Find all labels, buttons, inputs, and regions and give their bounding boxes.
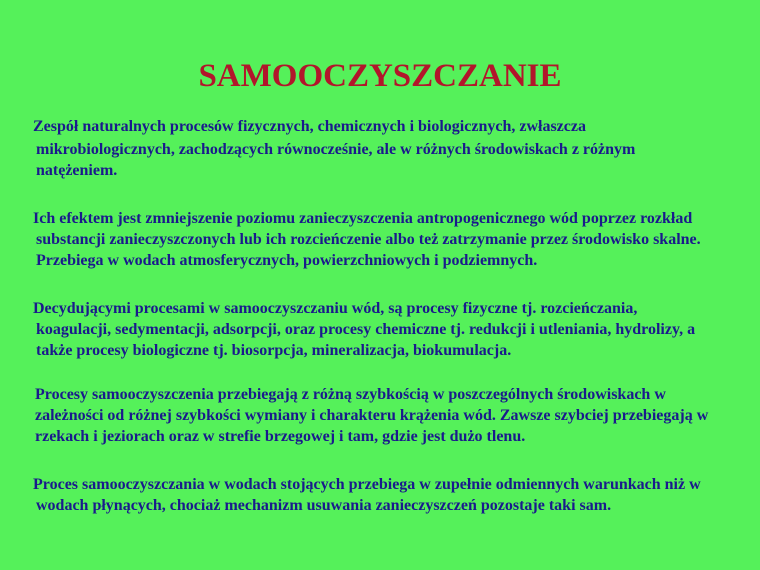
paragraph-line: wodach płynących, chociaż mechanizm usuwania zanieczyszczeń pozostaje taki sam. [36,497,612,514]
paragraph-line: rzekach i jeziorach oraz w strefie brzegowej i tam, gdzie jest dużo tlenu. [35,428,526,445]
slide-title: SAMOOCZYSZCZANIE [198,58,562,94]
paragraph-line: Decydującymi procesami w samooczyszczaniu wód, są procesy fizyczne tj. rozcieńczania, [33,300,638,317]
paragraph-line: Przebiega w wodach atmosferycznych, powierzchniowych i podziemnych. [36,252,538,269]
paragraph-standing-water [33,474,701,516]
paragraph-rate [35,384,708,447]
paragraph-line: Zespół naturalnych procesów fizycznych, chemicznych i biologicznych, zwłaszcza [33,118,586,135]
paragraph-processes [33,298,695,361]
paragraph-line: Ich efektem jest zmniejszenie poziomu zanieczyszczenia antropogenicznego wód poprzez rozkład [33,210,693,227]
paragraph-line: także procesy biologiczne tj. biosorpcja, mineralizacja, biokumulacja. [36,342,512,359]
paragraph-line: substancji zanieczyszczonych lub ich rozcieńczenie albo też zatrzymanie przez środowisko skalne. [36,231,701,248]
paragraph-line: koagulacji, sedymentacji, adsorpcji, oraz procesy chemiczne tj. redukcji i utleniania, hydrolizy, a [36,321,696,338]
paragraph-line: mikrobiologicznych, zachodzących równocześnie, ale w różnych środowiskach z różnym [36,141,636,158]
paragraph-line: natężeniem. [36,162,118,179]
paragraph-definition [33,116,635,181]
paragraph-line: zależności od różnej szybkości wymiany i charakteru krążenia wód. Zawsze szybciej przebiegają w [35,407,709,424]
paragraph-line: Procesy samooczyszczenia przebiegają z różną szybkością w poszczególnych środowiskach w [35,386,666,403]
paragraph-effect [33,208,701,271]
paragraph-line: Proces samooczyszczania w wodach stojących przebiega w zupełnie odmiennych warunkach niż w [33,476,701,493]
